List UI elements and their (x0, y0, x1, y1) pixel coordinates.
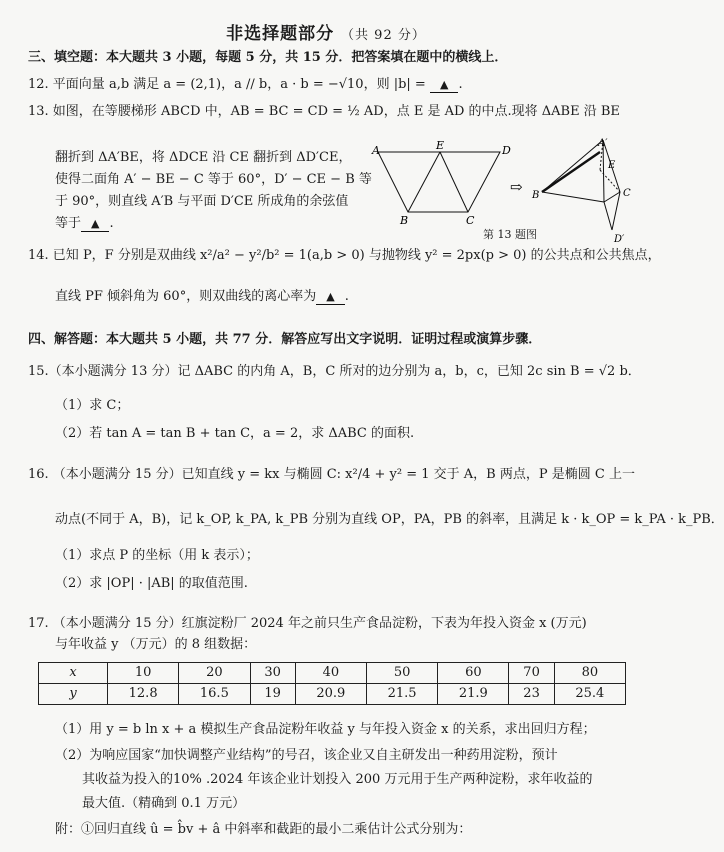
table-row-y (39, 684, 626, 705)
question-16-line1: 16. （本小题满分 15 分）已知直线 y = kx 与椭圆 C: x²/4 + y² = 1 交于 A，B 两点，P 是椭圆 C 上一 (28, 467, 635, 482)
question-16-part2: （2）求 |OP| · |AB| 的取值范围. (55, 576, 248, 591)
label-E-folded: E (608, 160, 616, 171)
label-A-prime: A′ (598, 138, 608, 149)
table-cell: 70 (509, 663, 554, 684)
label-D: D (502, 144, 511, 157)
table-cell: 19 (250, 684, 295, 705)
answer-blank[interactable]: ▲ (430, 78, 458, 93)
label-B-folded: B (532, 190, 540, 201)
question-13-line4: 于 90°，则直线 A′B 与平面 D′CE 所成角的余弦值 (55, 194, 349, 209)
question-17-line2: 与年收益 y （万元）的 8 组数据： (55, 637, 257, 652)
table-cell: 80 (554, 663, 625, 684)
question-17-note: 附：①回归直线 û = b̂v + â 中斜率和截距的最小二乘估计公式分别为： (55, 822, 472, 837)
question-17-part2-line3: 最大值.（精确到 0.1 万元） (82, 796, 246, 811)
table-cell: 20.9 (295, 684, 366, 705)
folded-diagram (542, 140, 620, 230)
table-cell: 21.9 (438, 684, 509, 705)
answer-blank[interactable]: ▲ (316, 290, 344, 305)
question-17-line1: 17. （本小题满分 15 分）红旗淀粉厂 2024 年之前只生产食品淀粉，下表为年投入资金 x (万元) (28, 616, 587, 631)
data-table (38, 662, 626, 705)
table-row-x (39, 663, 626, 684)
question-14-line1: 14. 已知 P，F 分别是双曲线 x²/a² − y²/b² = 1(a,b > 0) 与抛物线 y² = 2px(p > 0) 的公共点和公共焦点， (28, 248, 661, 263)
question-13-line2: 翻折到 ΔA′BE，将 ΔDCE 沿 CE 翻折到 ΔD′CE， (55, 150, 352, 165)
question-12-text: 12. 平面向量 a,b 满足 a = (2,1)，a // b，a · b = −√10，则 |b| = (28, 77, 426, 92)
section-solutions-heading: 四、解答题：本大题共 5 小题，共 77 分．解答应写出文字说明．证明过程或演算步骤． (28, 332, 542, 347)
title-subtext: （共 92 分） (341, 28, 426, 43)
table-cell: 21.5 (366, 684, 437, 705)
label-C-folded: C (623, 188, 631, 199)
figure-caption: 第 13 题图 (483, 228, 537, 241)
question-16-part1: （1）求点 P 的坐标（用 k 表示）； (55, 548, 259, 563)
table-cell: 16.5 (179, 684, 250, 705)
title-text: 非选择题部分 (226, 24, 335, 44)
table-header-x: x (39, 663, 108, 684)
table-cell: 20 (179, 663, 250, 684)
question-13-line3: 使得二面角 A′ − BE − C 等于 60°，D′ − CE − B 等 (55, 172, 372, 187)
table-cell: 50 (366, 663, 437, 684)
table-cell: 30 (250, 663, 295, 684)
question-16-line2: 动点(不同于 A，B)，记 k_OP, k_PA, k_PB 分别为直线 OP，PA，PB 的斜率，且满足 k · k_OP = k_PA · k_PB． (55, 512, 724, 527)
table-cell: 40 (295, 663, 366, 684)
table-cell: 12.8 (108, 684, 179, 705)
label-E: E (436, 139, 445, 152)
page-title (0, 24, 652, 45)
question-17-part2-line1: （2）为响应国家“加快调整产业结构”的号召，该企业又自主研发出一种药用淀粉，预计 (55, 748, 558, 763)
table-cell: 60 (438, 663, 509, 684)
question-13-line1: 13. 如图，在等腰梯形 ABCD 中，AB = BC = CD = ½ AD，点 E 是 AD 的中点.现将 ΔABE 沿 BE (28, 104, 620, 119)
label-D-prime: D′ (614, 234, 625, 245)
question-14-line2: 直线 PF 倾斜角为 60°，则双曲线的离心率为 ▲ . (55, 289, 349, 304)
question-17-part2-line2: 其收益为投入的10% .2024 年该企业计划投入 200 万元用于生产两种淀粉，求年收益的 (82, 772, 593, 787)
question-17-part1: （1）用 y = b ln x + a 模拟生产食品淀粉年收益 y 与年投入资金 x 的关系，求出回归方程； (55, 722, 596, 737)
label-C: C (466, 214, 475, 227)
question-15-line1: 15.（本小题满分 13 分）记 ΔABC 的内角 A，B，C 所对的边分别为 a，b，c，已知 2c sin B = √2 b． (28, 364, 641, 379)
question-15-part2: （2）若 tan A = tan B + tan C，a = 2，求 ΔABC 的面积. (55, 426, 415, 441)
table-cell: 10 (108, 663, 179, 684)
question-15-part1: （1）求 C； (55, 398, 130, 413)
question-13-line5: 等于 ▲ . (55, 216, 114, 231)
fold-arrow-icon: ⇨ (510, 178, 523, 196)
trapezoid-diagram (378, 152, 500, 212)
table-header-y: y (39, 684, 108, 705)
section-fill-in-heading: 三、填空题：本大题共 3 小题，每题 5 分，共 15 分．把答案填在题中的横线上． (28, 50, 508, 65)
table-cell: 23 (509, 684, 554, 705)
label-B: B (400, 214, 409, 227)
question-12: 12. 平面向量 a,b 满足 a = (2,1)，a // b，a · b = −√10，则 |b| = ▲ . (28, 77, 463, 92)
label-A: A (372, 144, 380, 157)
table-cell: 25.4 (554, 684, 625, 705)
answer-blank[interactable]: ▲ (81, 217, 109, 232)
